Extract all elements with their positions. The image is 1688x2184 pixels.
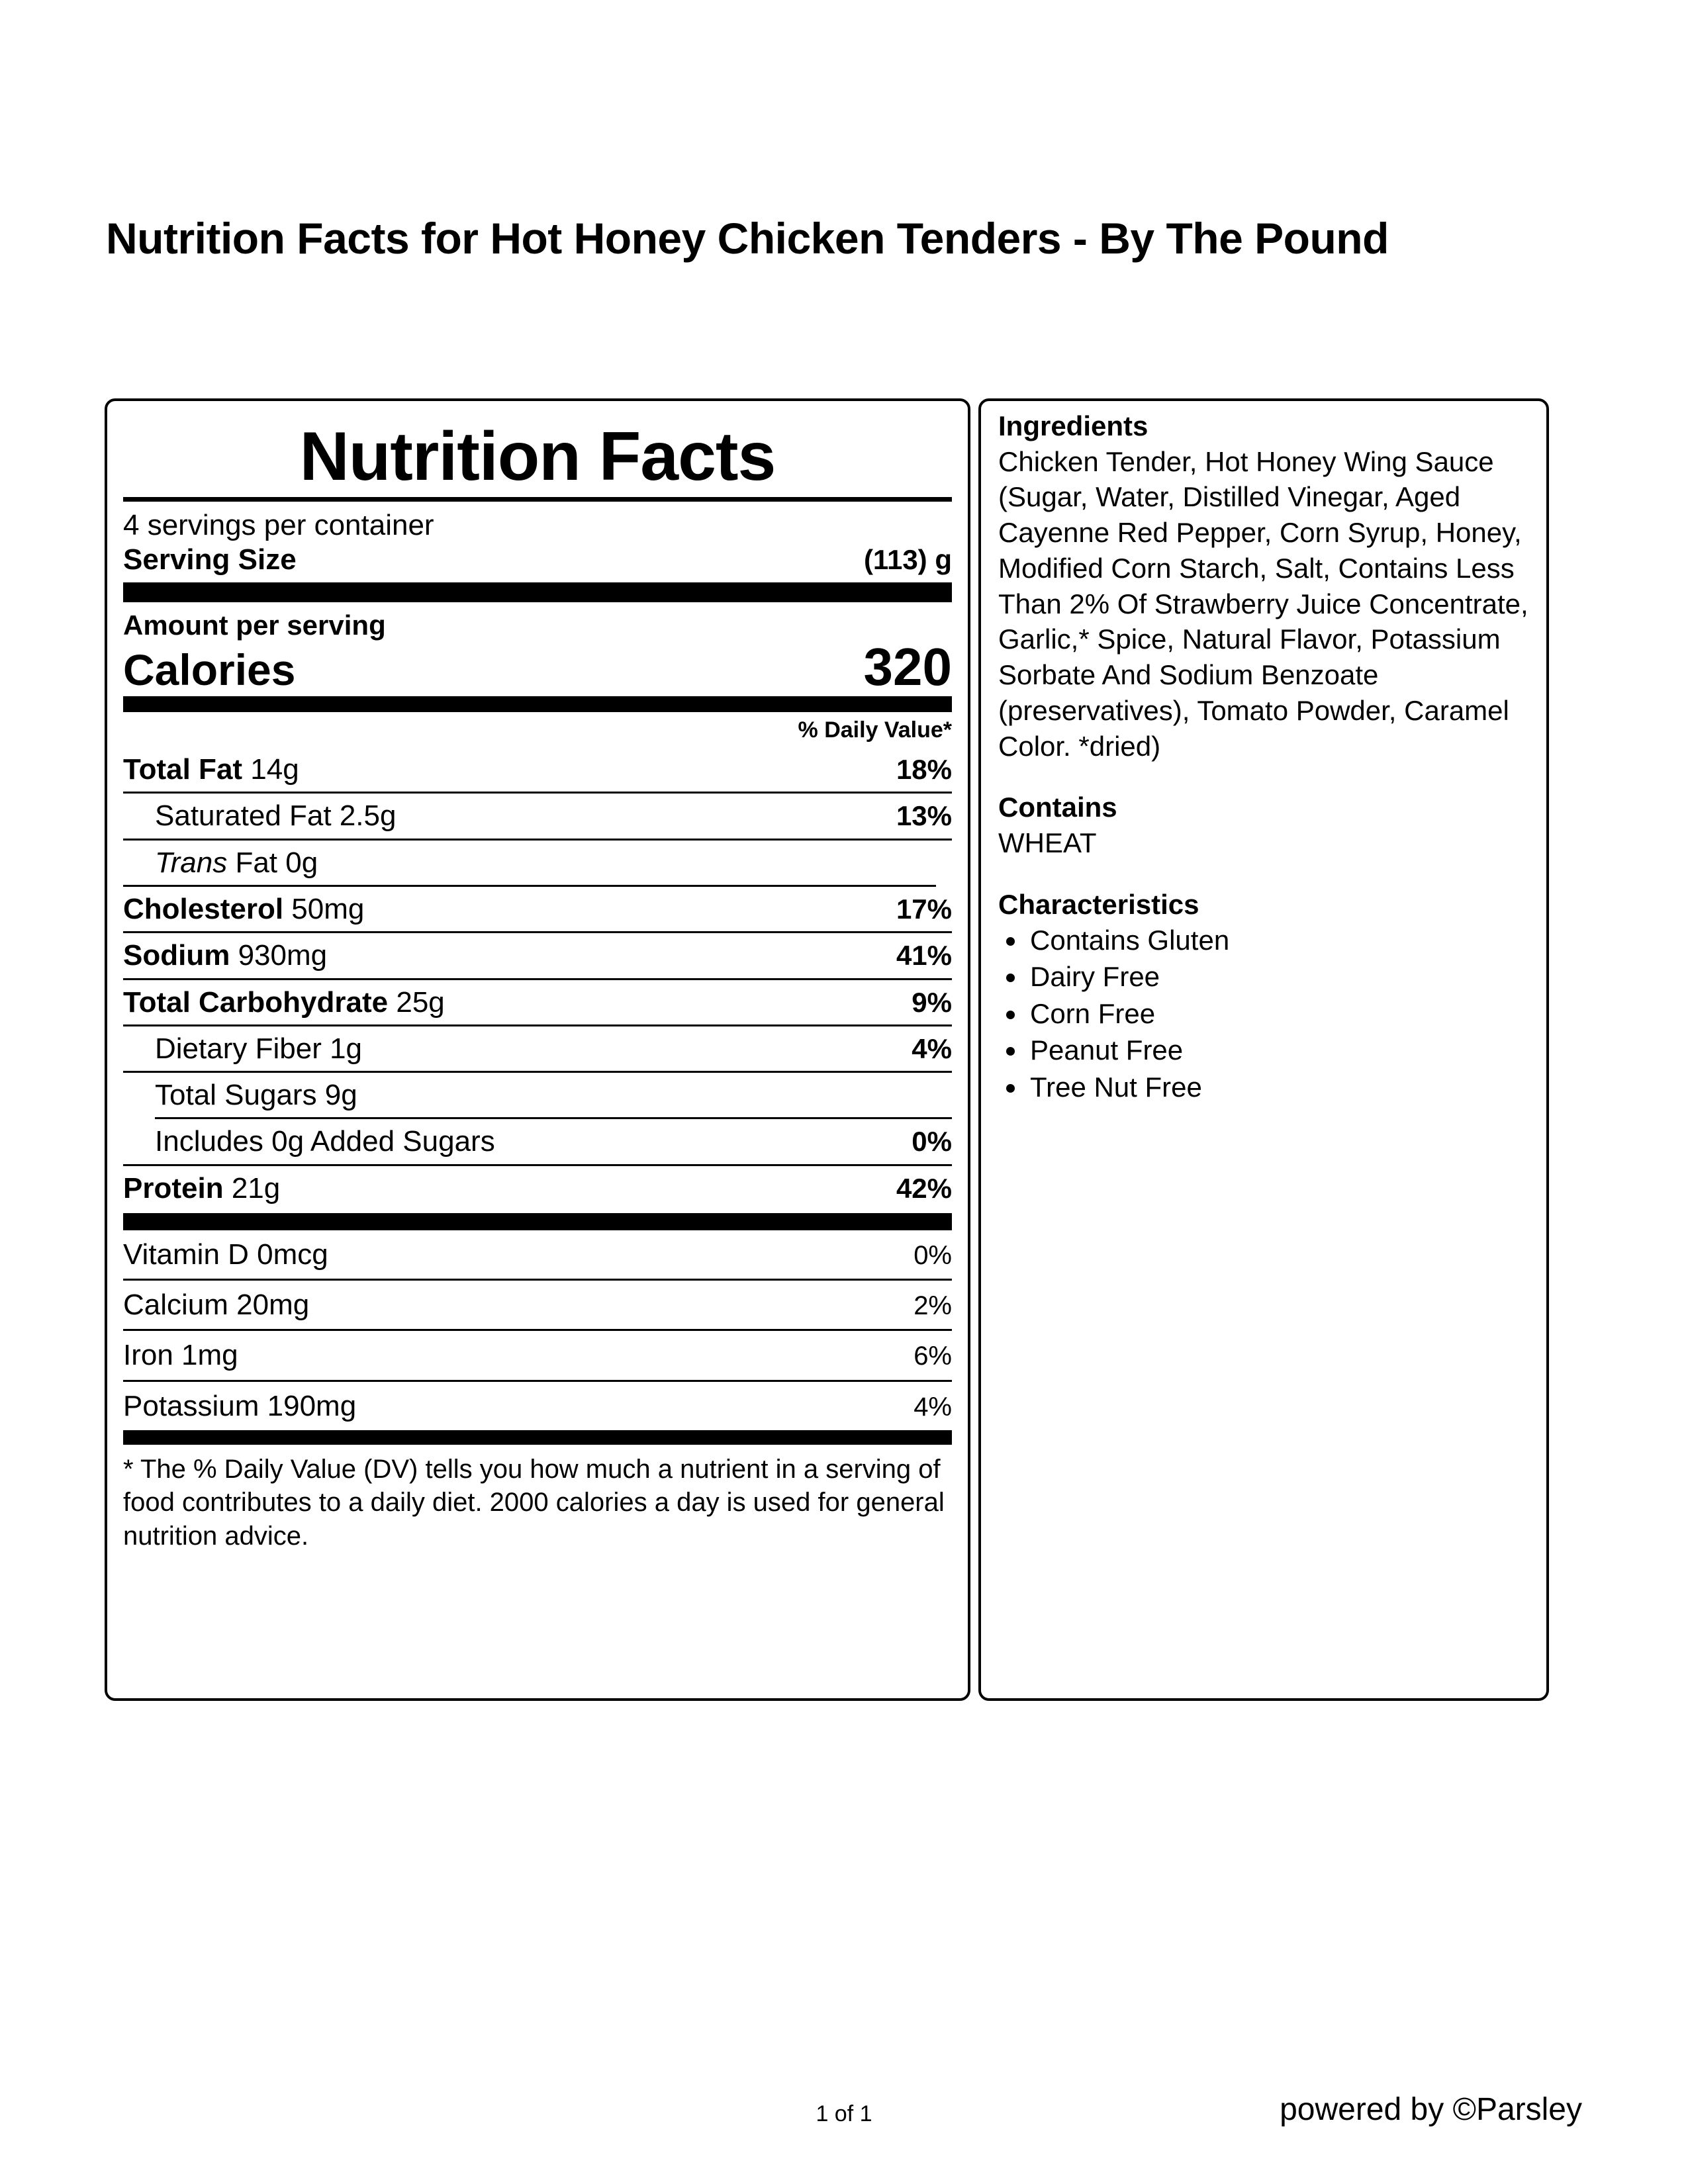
nutrient-amount-total-fat: 14g bbox=[250, 753, 299, 786]
servings-per-container: 4 servings per container bbox=[123, 509, 434, 542]
nutrient-row-total-carbohydrate bbox=[123, 980, 952, 1026]
nutrient-row-saturated-fat bbox=[123, 794, 952, 840]
contains-text: WHEAT bbox=[998, 827, 1097, 858]
nutrient-amount-cholesterol: 50mg bbox=[291, 892, 365, 925]
micronutrient-dv-vitamin-d: 0% bbox=[914, 1240, 952, 1270]
nutrient-dv-cholesterol: 17% bbox=[896, 893, 952, 925]
nutrient-label-total-sugars: Total Sugars 9g bbox=[155, 1079, 357, 1112]
nutrition-facts-body bbox=[123, 410, 952, 1553]
characteristics-list bbox=[998, 922, 1532, 1105]
characteristic-item: • Dairy Free bbox=[1027, 958, 1532, 995]
nutrient-row-sodium bbox=[123, 933, 952, 979]
spacer-after-ingredients bbox=[998, 764, 1532, 790]
nutrient-row-total-fat bbox=[123, 747, 952, 794]
nutrient-dv-total-fat: 18% bbox=[896, 754, 952, 786]
micronutrient-label-calcium: Calcium 20mg bbox=[123, 1289, 310, 1322]
characteristics-heading: Characteristics bbox=[998, 888, 1199, 920]
micronutrient-label-potassium: Potassium 190mg bbox=[123, 1389, 357, 1422]
nutrient-label-protein: Protein bbox=[123, 1171, 224, 1205]
nutrient-label-cholesterol: Cholesterol bbox=[123, 892, 284, 925]
serving-size-row bbox=[123, 543, 952, 582]
micronutrient-row-potassium bbox=[123, 1382, 952, 1430]
micronutrient-row-iron bbox=[123, 1331, 952, 1381]
footer-page-indicator: 1 of 1 bbox=[816, 2101, 872, 2126]
characteristic-item: • Contains Gluten bbox=[1027, 922, 1532, 958]
nutrient-row-dietary-fiber bbox=[123, 1026, 952, 1073]
nutrient-label-dietary-fiber: Dietary Fiber 1g bbox=[155, 1032, 363, 1065]
calories-row bbox=[123, 637, 952, 697]
divider-thick-top bbox=[123, 582, 952, 602]
nutrient-dv-added-sugars: 0% bbox=[912, 1126, 952, 1158]
ingredients-text: Chicken Tender, Hot Honey Wing Sauce (Sugar, Water, Distilled Vinegar, Aged Cayenne Red Pepper, Corn Syrup, Honey, Modified Corn Starch, Salt, Contains Less Than 2% Of Strawberry Juice Concentrate, Garlic,* Spice, Natural Flavor, Potassium Sorbate And Sodium Benzoate (preservatives), Tomato Powder, Caramel Color. *dried) bbox=[998, 445, 1528, 762]
nutrient-row-cholesterol bbox=[123, 887, 952, 933]
nutrient-amount-protein: 21g bbox=[231, 1171, 281, 1205]
nutrient-row-added-sugars bbox=[123, 1119, 952, 1165]
footer-brand: powered by ©Parsley bbox=[1280, 2092, 1582, 2127]
nutrient-label-saturated-fat: Saturated Fat 2.5g bbox=[155, 799, 397, 833]
calories-value: 320 bbox=[863, 637, 952, 697]
nutrient-label-total-carbohydrate: Total Carbohydrate bbox=[123, 985, 389, 1019]
nutrient-amount-trans-fat: Fat 0g bbox=[227, 846, 318, 879]
page-title: Nutrition Facts for Hot Honey Chicken Tenders - By The Pound bbox=[106, 214, 1389, 263]
nutrient-label-added-sugars: Includes 0g Added Sugars bbox=[155, 1125, 495, 1158]
nutrient-row-total-sugars bbox=[123, 1073, 952, 1119]
micronutrient-row-vitamin-d bbox=[123, 1230, 952, 1281]
serving-size-label: Serving Size bbox=[123, 543, 297, 576]
nutrient-dv-sodium: 41% bbox=[896, 940, 952, 972]
micronutrient-dv-calcium: 2% bbox=[914, 1291, 952, 1321]
nutrient-amount-total-carbohydrate: 25g bbox=[396, 985, 445, 1019]
nutrient-row-protein bbox=[123, 1166, 952, 1210]
spacer-after-contains bbox=[998, 861, 1532, 887]
divider-thick-footnote bbox=[123, 1430, 952, 1445]
divider-thick-protein bbox=[123, 1213, 952, 1230]
ingredients-panel-body bbox=[998, 409, 1532, 1105]
nutrition-facts-panel bbox=[105, 398, 970, 1701]
nutrient-dv-protein: 42% bbox=[896, 1172, 952, 1204]
characteristic-item: • Tree Nut Free bbox=[1027, 1069, 1532, 1105]
nutrient-dv-saturated-fat: 13% bbox=[896, 800, 952, 832]
nutrient-label-trans: Trans bbox=[155, 846, 228, 879]
micronutrient-row-calcium bbox=[123, 1281, 952, 1331]
divider-thick-calories bbox=[123, 696, 952, 712]
nutrition-facts-heading: Nutrition Facts bbox=[123, 410, 952, 502]
serving-size-value: (113) g bbox=[863, 544, 952, 576]
ingredients-heading: Ingredients bbox=[998, 410, 1149, 441]
characteristic-item: • Corn Free bbox=[1027, 995, 1532, 1032]
daily-value-footnote: * The % Daily Value (DV) tells you how much a nutrient in a serving of food contributes to a daily diet. 2000 calories a day is used for general nutrition advice. bbox=[123, 1454, 945, 1551]
daily-value-header: % Daily Value* bbox=[798, 717, 952, 743]
nutrient-dv-dietary-fiber: 4% bbox=[912, 1032, 952, 1064]
nutrient-label-total-fat: Total Fat bbox=[123, 753, 243, 786]
ingredients-panel bbox=[978, 398, 1549, 1701]
nutrient-dv-total-carbohydrate: 9% bbox=[912, 986, 952, 1018]
micronutrient-label-vitamin-d: Vitamin D 0mcg bbox=[123, 1238, 328, 1271]
micronutrient-dv-potassium: 4% bbox=[914, 1392, 952, 1422]
micronutrient-label-iron: Iron 1mg bbox=[123, 1339, 238, 1372]
nutrient-amount-sodium: 930mg bbox=[238, 939, 328, 972]
characteristic-item: • Peanut Free bbox=[1027, 1032, 1532, 1068]
calories-label: Calories bbox=[123, 645, 296, 694]
nutrient-label-sodium: Sodium bbox=[123, 939, 230, 972]
amount-per-serving-label: Amount per serving bbox=[123, 610, 386, 641]
nutrient-row-trans-fat bbox=[123, 841, 952, 887]
contains-heading: Contains bbox=[998, 792, 1117, 823]
micronutrient-dv-iron: 6% bbox=[914, 1342, 952, 1371]
